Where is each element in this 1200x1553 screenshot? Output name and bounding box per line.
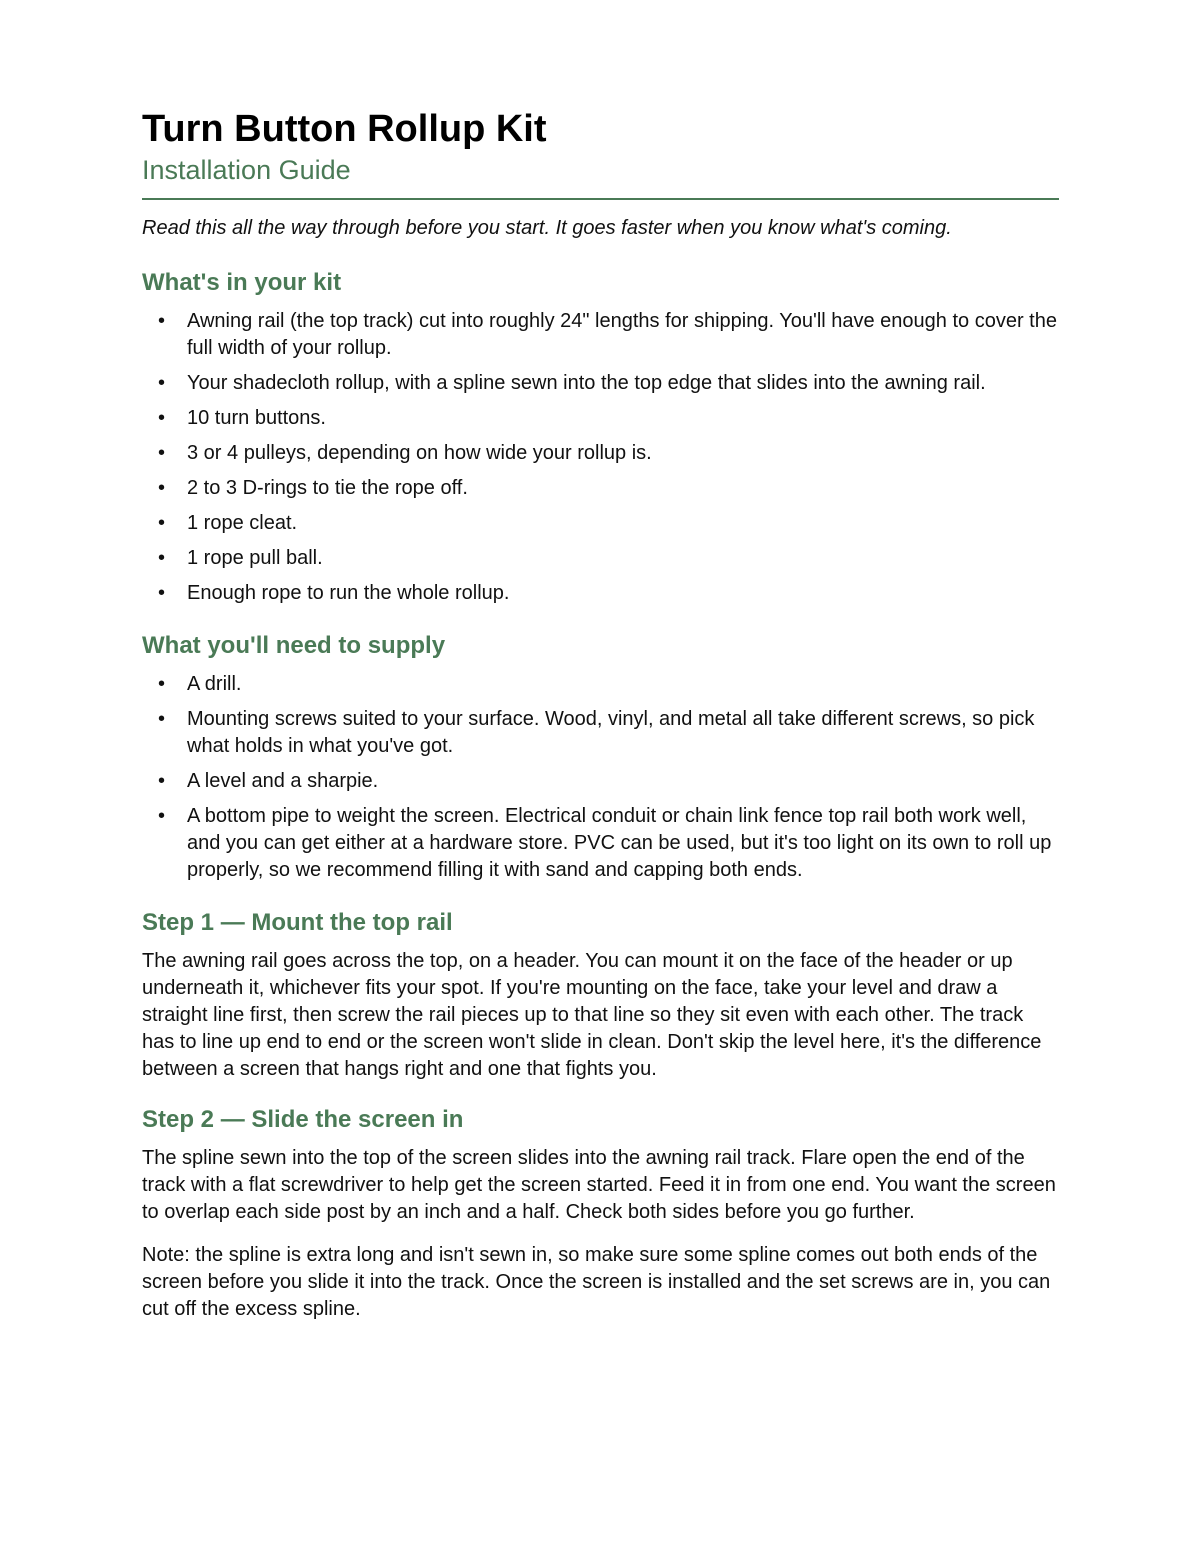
list-item [142, 671, 1058, 698]
supply-heading: What you'll need to supply [142, 632, 446, 659]
kit-contents-list [142, 308, 1058, 607]
list-item-text: A bottom pipe to weight the screen. Electrical conduit or chain link fence top rail both work well, and you can get either at a hardware store. PVC can be used, but it's too light on its own to roll up properly, so we recommend filling it with sand and capping both ends. [187, 805, 1052, 881]
list-item-text: 10 turn buttons. [187, 407, 326, 429]
bullet-icon: • [158, 442, 166, 464]
kit-contents-section [142, 268, 1058, 607]
bullet-icon: • [158, 477, 166, 499]
list-item-text: A drill. [187, 673, 242, 695]
list-item [142, 580, 1058, 607]
bullet-icon: • [158, 372, 166, 394]
bullet-icon: • [158, 512, 166, 534]
list-item-text: 1 rope cleat. [187, 512, 298, 534]
bullet-icon: • [158, 708, 166, 730]
bullet-icon: • [158, 547, 166, 569]
bullet-icon: • [158, 673, 166, 695]
list-item [142, 440, 1058, 467]
list-item [142, 706, 1058, 760]
step2-note-paragraph: Note: the spline is extra long and isn't sewn in, so make sure some spline comes out both ends of the screen before you slide it into the track. Once the screen is installed and the set screws are in, you can cut off the excess spline. [142, 1244, 1051, 1320]
step2-paragraph: The spline sewn into the top of the screen slides into the awning rail track. Flare open the end of the track with a flat screwdriver to help get the screen started. Feed it in from one end. You want the screen to overlap each side post by an inch and a half. Check both sides before you go further. [142, 1147, 1056, 1223]
list-item [142, 510, 1058, 537]
list-item [142, 768, 1058, 795]
bullet-icon: • [158, 805, 166, 827]
list-item-text: Enough rope to run the whole rollup. [187, 582, 510, 604]
step2-heading: Step 2 — Slide the screen in [142, 1106, 464, 1133]
list-item [142, 405, 1058, 432]
bullet-icon: • [158, 770, 166, 792]
title-divider [142, 198, 1059, 200]
list-item-text: A level and a sharpie. [187, 770, 379, 792]
bullet-icon: • [158, 407, 166, 429]
list-item-text: Your shadecloth rollup, with a spline sewn into the top edge that slides into the awning rail. [187, 372, 986, 394]
list-item [142, 370, 1058, 397]
list-item [142, 475, 1058, 502]
list-item-text: 3 or 4 pulleys, depending on how wide your rollup is. [187, 442, 652, 464]
supply-section [142, 631, 1058, 884]
list-item [142, 803, 1058, 884]
kit-contents-heading: What's in your kit [142, 269, 342, 296]
document-title: Turn Button Rollup Kit [142, 108, 547, 150]
step2-section [142, 1105, 1058, 1323]
list-item [142, 308, 1058, 362]
intro-note: Read this all the way through before you start. It goes faster when you know what's coming. [142, 217, 952, 239]
step1-paragraph: The awning rail goes across the top, on a header. You can mount it on the face of the header or up underneath it, whichever fits your spot. If you're mounting on the face, take your level and draw a straight line first, then screw the rail pieces up to that line so they sit even with each other. The track has to line up end to end or the screen won't slide in clean. Don't skip the level here, it's the difference between a screen that hangs right and one that fights you. [142, 950, 1042, 1080]
bullet-icon: • [158, 310, 166, 332]
list-item-text: Mounting screws suited to your surface. Wood, vinyl, and metal all take different screws, so pick what holds in what you've got. [187, 708, 1035, 757]
list-item [142, 545, 1058, 572]
list-item-text: 2 to 3 D-rings to tie the rope off. [187, 477, 468, 499]
bullet-icon: • [158, 582, 166, 604]
list-item-text: Awning rail (the top track) cut into roughly 24" lengths for shipping. You'll have enough to cover the full width of your rollup. [187, 310, 1057, 359]
step1-section [142, 908, 1058, 1083]
step1-heading: Step 1 — Mount the top rail [142, 909, 453, 936]
supply-list [142, 671, 1058, 884]
document-subtitle: Installation Guide [142, 155, 351, 185]
list-item-text: 1 rope pull ball. [187, 547, 323, 569]
